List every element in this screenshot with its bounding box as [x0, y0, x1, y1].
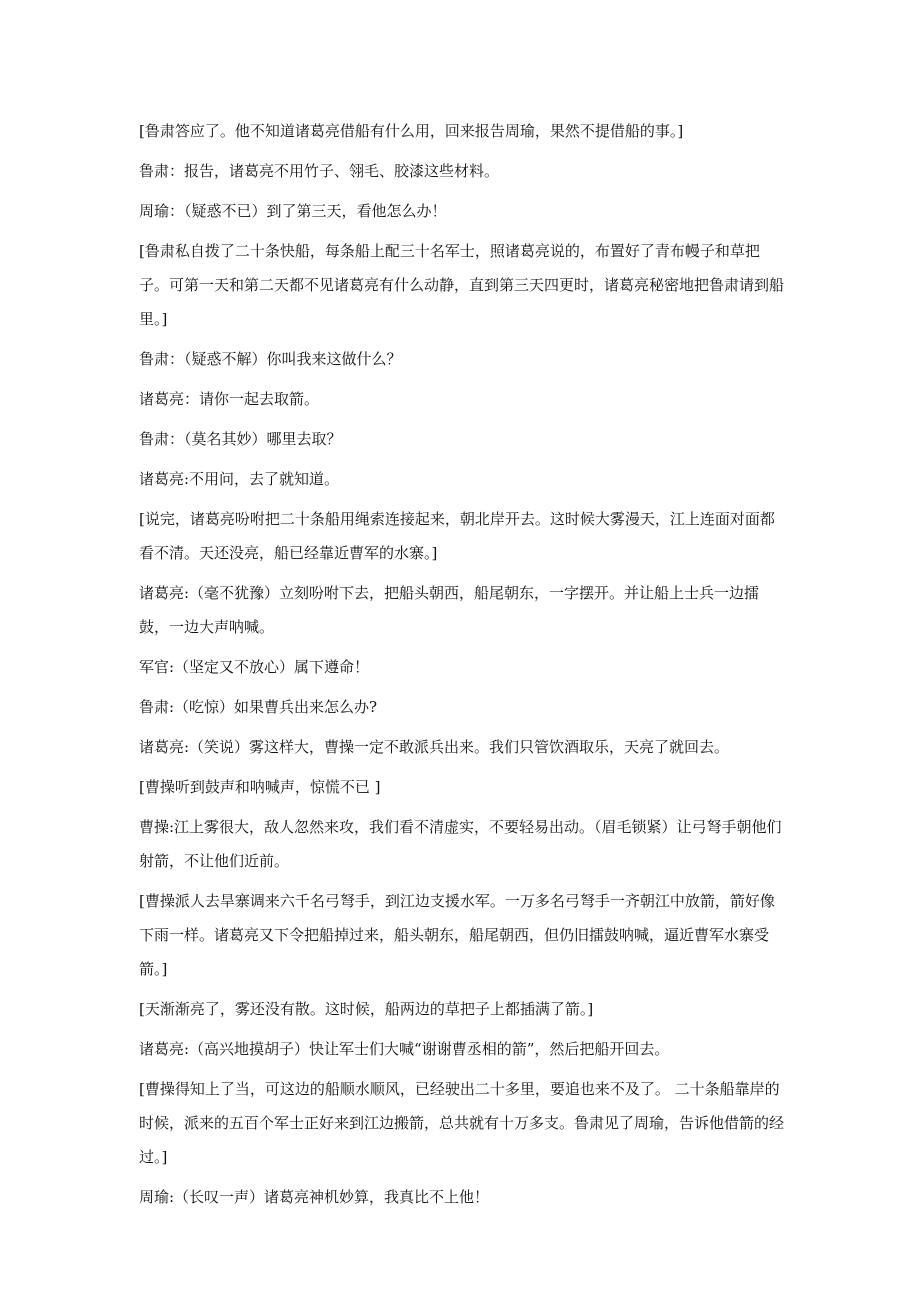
paragraph-5: 鲁肃：（疑惑不解）你叫我来这做什么？: [139, 350, 402, 368]
paragraph-9: [说完，诸葛亮吩咐把二十条船用绳索连接起来，朝北岸开去。这时候大雾漫天，江上连面对面都看不清。天还没亮，船已经靠近曹军的水寨。]: [139, 510, 775, 562]
paragraph-12: 鲁肃:（吃惊）如果曹兵出来怎么办?: [139, 698, 378, 716]
paragraph-16: [曹操派人去旱寨调来六千名弓弩手，到江边支援水军。一万多名弓弩手一齐朝江中放箭，箭好像下雨一样。诸葛亮又下令把船掉过来，船头朝东，船尾朝西，但仍旧擂鼓呐喊，逼近曹军水寨受箭。]: [139, 892, 775, 978]
paragraph-1: [鲁肃答应了。他不知道诸葛亮借船有什么用，回来报告周瑜，果然不提借船的事。]: [139, 122, 684, 140]
paragraph-18: 诸葛亮:（高兴地摸胡子）快让军士们大喊“谢谢曹丞相的箭”，然后把船开回去。: [139, 1040, 670, 1058]
paragraph-2: 鲁肃：报告，诸葛亮不用竹子、翎毛、胶漆这些材料。: [139, 162, 500, 180]
paragraph-17: [天渐渐亮了，雾还没有散。这时候，船两边的草把子上都插满了箭。]: [139, 1000, 594, 1018]
paragraph-13: 诸葛亮:（笑说）雾这样大，曹操一定不敢派兵出来。我们只管饮酒取乐，天亮了就回去。: [139, 738, 730, 756]
paragraph-15: 曹操:江上雾很大，敌人忽然来攻，我们看不清虚实，不要轻易出动。（眉毛锁紧）让弓弩手朝他们射箭，不让他们近前。: [139, 818, 782, 870]
paragraph-19: [曹操得知上了当，可这边的船顺水顺风，已经驶出二十多里，要追也来不及了。 二十条船靠岸的时候，派来的五百个军士正好来到江边搬箭，总共就有十万多支。鲁肃见了周瑜，告诉他借箭的经过。]: [139, 1080, 785, 1166]
paragraph-8: 诸葛亮:不用问，去了就知道。: [139, 470, 340, 488]
paragraph-10: 诸葛亮:（毫不犹豫）立刻吩咐下去，把船头朝西，船尾朝东，一字摆开。并让船上士兵一边擂鼓，一边大声呐喊。: [139, 584, 760, 636]
paragraph-3: 周瑜：（疑惑不已）到了第三天，看他怎么办！: [139, 202, 447, 220]
paragraph-4: [鲁肃私自拨了二十条快船，每条船上配三十名军士，照诸葛亮说的，布置好了青布幔子和草把子。可第一天和第二天都不见诸葛亮有什么动静，直到第三天四更时，诸葛亮秘密地把鲁肃请到船里。]: [139, 242, 785, 328]
paragraph-7: 鲁肃：（莫名其妙）哪里去取？: [139, 430, 342, 448]
paragraph-14: [曹操听到鼓声和呐喊声，惊慌不已 ]: [139, 778, 381, 796]
script-text-body: [139, 114, 789, 1220]
paragraph-20: 周瑜:（长叹一声）诸葛亮神机妙算，我真比不上他！: [139, 1188, 490, 1206]
paragraph-11: 军官:（坚定又不放心）属下遵命！: [139, 658, 370, 676]
paragraph-6: 诸葛亮：请你一起去取箭。: [139, 390, 320, 408]
